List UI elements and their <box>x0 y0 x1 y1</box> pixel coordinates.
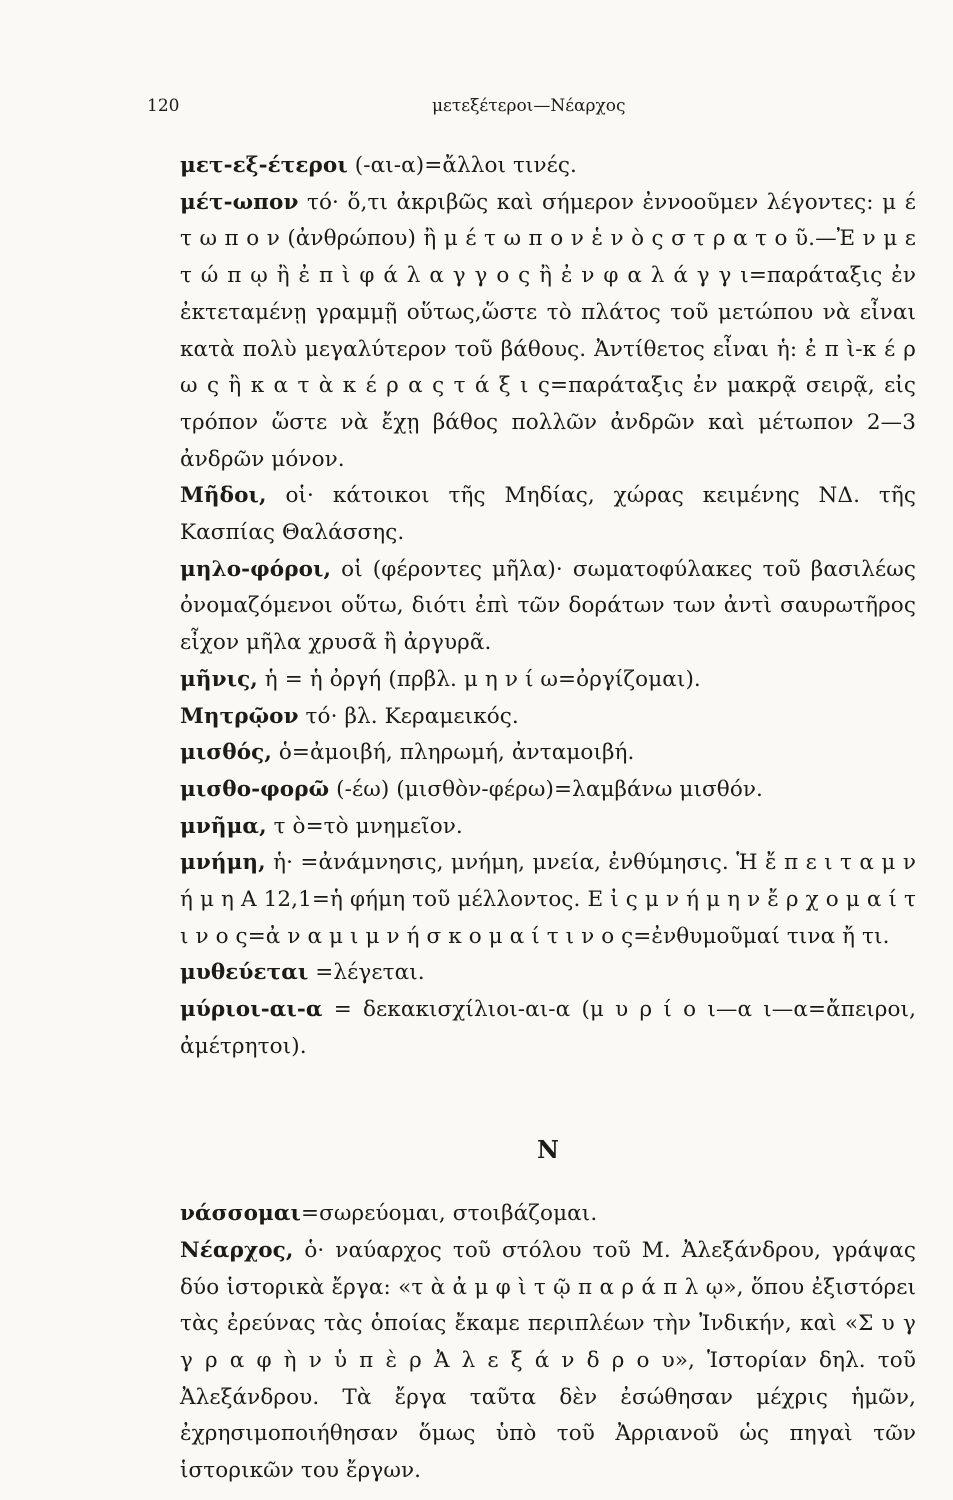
entry-headword: μηλο-φόροι, <box>180 556 332 582</box>
entry-headword: μισθο-φορῶ <box>180 776 330 802</box>
entry-headword: μύριοι-αι-α <box>180 997 323 1023</box>
entries-before <box>180 148 916 1066</box>
dictionary-entry <box>180 478 916 551</box>
dictionary-entry <box>180 1196 916 1233</box>
dictionary-entry <box>180 1233 916 1490</box>
dictionary-entry <box>180 809 916 846</box>
entry-headword: Μητρῷον <box>180 703 299 729</box>
dictionary-entry <box>180 662 916 699</box>
dictionary-entry <box>180 845 916 955</box>
entry-definition: τ ὸ=τὸ μνημεῖον. <box>266 813 463 839</box>
page-number: 120 <box>147 96 180 116</box>
entry-headword: μυθεύεται <box>180 960 309 986</box>
entry-headword: μνῆμα, <box>180 813 267 839</box>
entry-headword: μνήμη, <box>180 850 266 876</box>
entries-after <box>180 1196 916 1490</box>
entry-definition: ὁ· ναύαρχος τοῦ στόλου τοῦ Μ. Ἀλεξάνδρου, γράψας δύο ἱστορικὰ ἔργα: «τ ὰ ἀ μ φ ὶ τ ῷ π α ρ ά π λ ῳ», ὅπου ἐξιστόρει τὰς ἐρεύνας τὰς ὁποίας ἔκαμε περιπλέων τὴν Ἰνδικήν, καὶ «Σ υ γ γ ρ α φ ὴ ν ὑ π ὲ ρ Ἀ λ ε ξ ά ν δ ρ ο υ», Ἱστορίαν δηλ. τοῦ Ἀλεξάνδρου. Τὰ ἔργα ταῦτα δὲν ἐσώθησαν μέχρις ἡμῶν, ἐχρησιμοποιήθησαν ὅμως ὑπὸ τοῦ Ἀρριανοῦ ὡς πηγαὶ τῶν ἱστορικῶν του ἔργων. <box>180 1237 916 1484</box>
page-header <box>147 96 913 126</box>
section-letter-heading: Ν <box>536 1135 560 1165</box>
entry-definition: (-αι-α)=ἄλλοι τινές. <box>347 153 577 178</box>
entry-headword: Μῆδοι, <box>180 483 267 509</box>
entry-definition: =λέγεται. <box>308 960 425 986</box>
dictionary-entry <box>180 992 916 1065</box>
dictionary-entry <box>180 772 916 809</box>
entry-headword: Νέαρχος, <box>180 1237 294 1263</box>
entry-definition: =σωρεύομαι, στοιβάζομαι. <box>301 1201 598 1227</box>
dictionary-entry <box>180 185 916 479</box>
entry-definition: ὁ=ἀμοιβή, πληρωμή, ἀνταμοιβή. <box>271 740 635 766</box>
dictionary-entry <box>180 699 916 736</box>
entry-headword: μῆνις, <box>180 666 258 692</box>
entry-definition: ἡ· =ἀνάμνησις, μνήμη, μνεία, ἐνθύμησις. Ἡ ἔ π ε ι τ α μ ν ή μ η Α 12,1=ἡ φήμη τοῦ μέλλοντος. Ε ἰ ς μ ν ή μ η ν ἔ ρ χ ο μ α ί τ ι ν ο ς=ἀ ν α μ ι μ ν ή σ κ ο μ α ί τ ι ν ο ς=ἐνθυμοῦμαί τινα ἤ τι. <box>180 850 916 949</box>
entry-definition: ἡ = ἡ ὀργή (πρβλ. μ η ν ί ω=ὀργίζομαι). <box>257 666 701 692</box>
entry-headword: μέτ-ωπον <box>180 189 299 215</box>
entry-headword: μετ-εξ-έτεροι <box>180 153 348 178</box>
running-head: μετεξέτεροι—Νέαρχος <box>432 96 626 116</box>
entry-headword: μισθός, <box>180 740 272 766</box>
entry-definition: οἱ (φέροντες μῆλα)· σωματοφύλακες τοῦ βασιλέως ὀνομαζόμενοι οὕτω, διότι ἐπὶ τῶν δοράτων των ἀντὶ σαυρωτῆρος εἶχον μῆλα χρυσᾶ ἢ ἀργυρᾶ. <box>180 556 916 656</box>
entry-definition: οἱ· κάτοικοι τῆς Μηδίας, χώρας κειμένης ΝΔ. τῆς Κασπίας Θαλάσσης. <box>180 483 916 546</box>
entry-definition: τό· βλ. Κεραμεικός. <box>298 703 519 729</box>
entry-definition: = δεκακισχίλιοι-αι-α (μ υ ρ ί ο ι—α ι—α=ἄπειροι, ἀμέτρητοι). <box>180 997 916 1059</box>
page-body <box>180 148 916 1490</box>
spacer <box>180 1066 916 1103</box>
dictionary-entry <box>180 552 916 662</box>
dictionary-entry <box>180 148 916 185</box>
entry-definition: (-έω) (μισθὸν-φέρω)=λαμβάνω μισθόν. <box>329 776 763 802</box>
entry-definition: τό· ὅ,τι ἀκριβῶς καὶ σήμερον ἐννοοῦμεν λέγοντες: μ έ τ ω π ο ν (ἀνθρώπου) ἢ μ έ τ ω π ο ν ἑ ν ὸ ς σ τ ρ α τ ο ῦ.—Ἐ ν μ ε τ ώ π ῳ ἢ ἐ π ὶ φ ά λ α γ γ ο ς ἢ ἐ ν φ α λ ά γ γ ι=παράταξις ἐν ἐκτεταμένῃ γραμμῇ οὕτως,ὥστε τὸ πλάτος τοῦ μετώπου νὰ εἶναι κατὰ πολὺ μεγαλύτερον τοῦ βάθους. Ἀντίθετος εἶναι ἡ: ἐ π ὶ-κ έ ρ ω ς ἢ κ α τ ὰ κ έ ρ α ς τ ά ξ ι ς=παράταξις ἐν μακρᾷ σειρᾷ, εἰς τρόπον ὥστε νὰ ἔχῃ βάθος πολλῶν ἀνδρῶν καὶ μέτωπον 2—3 ἀνδρῶν μόνον. <box>180 189 916 472</box>
dictionary-entry <box>180 955 916 992</box>
dictionary-entry <box>180 735 916 772</box>
entry-headword: νάσσομαι <box>180 1201 301 1227</box>
